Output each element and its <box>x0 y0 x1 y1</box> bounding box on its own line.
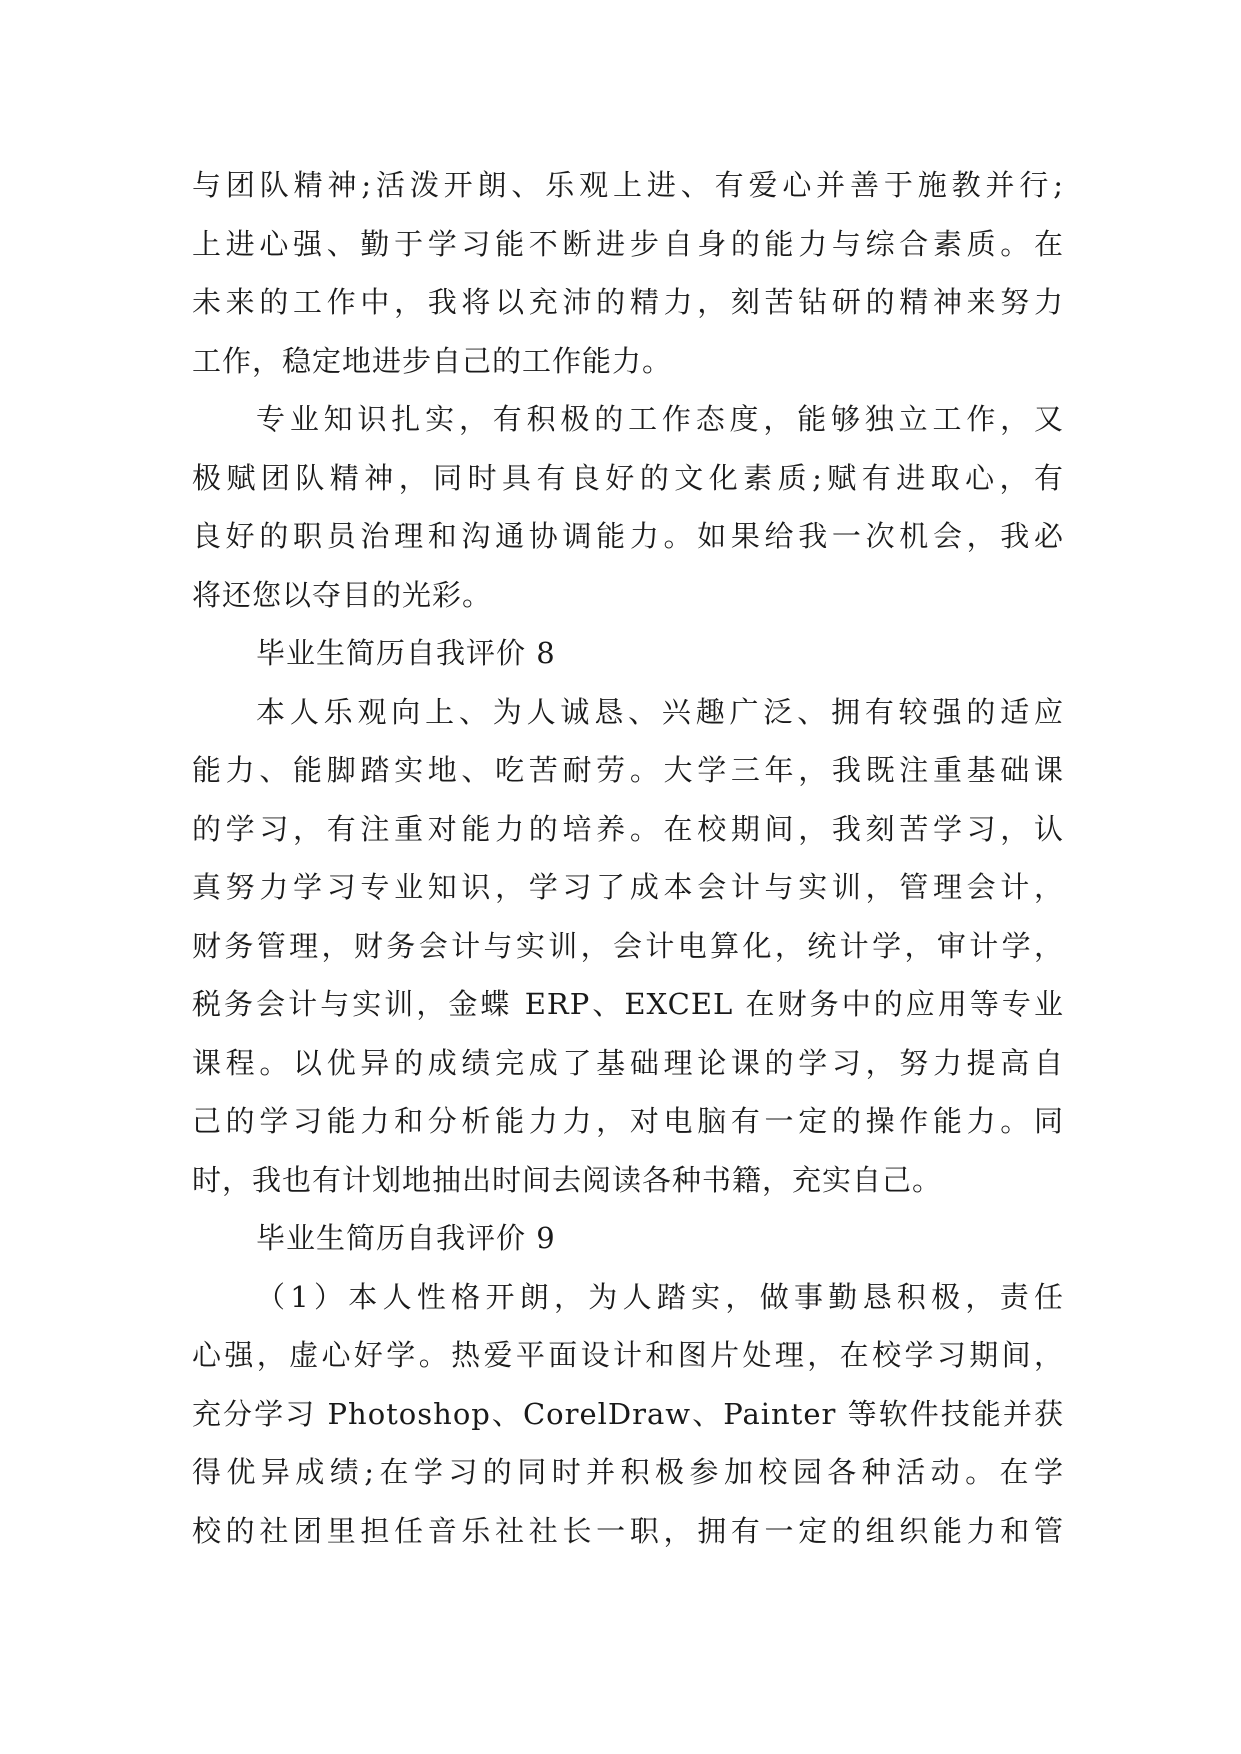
section-heading: 毕业生简历自我评价 9 <box>256 1221 556 1255</box>
text-line: 本人乐观向上、为人诚恳、兴趣广泛、拥有较强的适应 <box>256 694 1064 729</box>
text-line: 己的学习能力和分析能力力，对电脑有一定的操作能力。同 <box>192 1104 1064 1138</box>
text-line: 真努力学习专业知识，学习了成本会计与实训，管理会计， <box>192 870 1064 904</box>
text-line: （1）本人性格开朗，为人踏实，做事勤恳积极，责任 <box>256 1279 1064 1314</box>
section-heading: 毕业生简历自我评价 8 <box>256 636 556 670</box>
text-line: 得优异成绩;在学习的同时并积极参加校园各种活动。在学 <box>192 1455 1064 1489</box>
text-line: 税务会计与实训，金蝶 ERP、EXCEL 在财务中的应用等专业 <box>192 987 1064 1021</box>
text-line: 能力、能脚踏实地、吃苦耐劳。大学三年，我既注重基础课 <box>192 753 1064 787</box>
document-body <box>192 156 1064 1560</box>
text-line: 充分学习 Photoshop、CorelDraw、Painter 等软件技能并获 <box>192 1396 1064 1431</box>
text-line: 将还您以夺目的光彩。 <box>192 577 493 612</box>
text-line: 校的社团里担任音乐社社长一职，拥有一定的组织能力和管 <box>192 1513 1064 1548</box>
text-line: 与团队精神;活泼开朗、乐观上进、有爱心并善于施教并行; <box>192 168 1064 202</box>
text-line: 的学习，有注重对能力的培养。在校期间，我刻苦学习，认 <box>192 811 1064 846</box>
text-line: 财务管理，财务会计与实训，会计电算化，统计学，审计学， <box>192 928 1064 963</box>
text-line: 上进心强、勤于学习能不断进步自身的能力与综合素质。在 <box>192 226 1064 261</box>
text-line: 工作，稳定地进步自己的工作能力。 <box>192 343 673 378</box>
text-line: 良好的职员治理和沟通协调能力。如果给我一次机会，我必 <box>192 519 1064 553</box>
text-line: 心强，虚心好学。热爱平面设计和图片处理，在校学习期间， <box>192 1338 1064 1372</box>
text-line: 极赋团队精神，同时具有良好的文化素质;赋有进取心，有 <box>192 460 1064 495</box>
text-line: 未来的工作中，我将以充沛的精力，刻苦钻研的精神来努力 <box>192 285 1064 319</box>
text-line: 专业知识扎实，有积极的工作态度，能够独立工作，又 <box>256 402 1064 436</box>
text-line: 时，我也有计划地抽出时间去阅读各种书籍，充实自己。 <box>192 1162 943 1197</box>
text-line: 课程。以优异的成绩完成了基础理论课的学习，努力提高自 <box>192 1045 1064 1080</box>
